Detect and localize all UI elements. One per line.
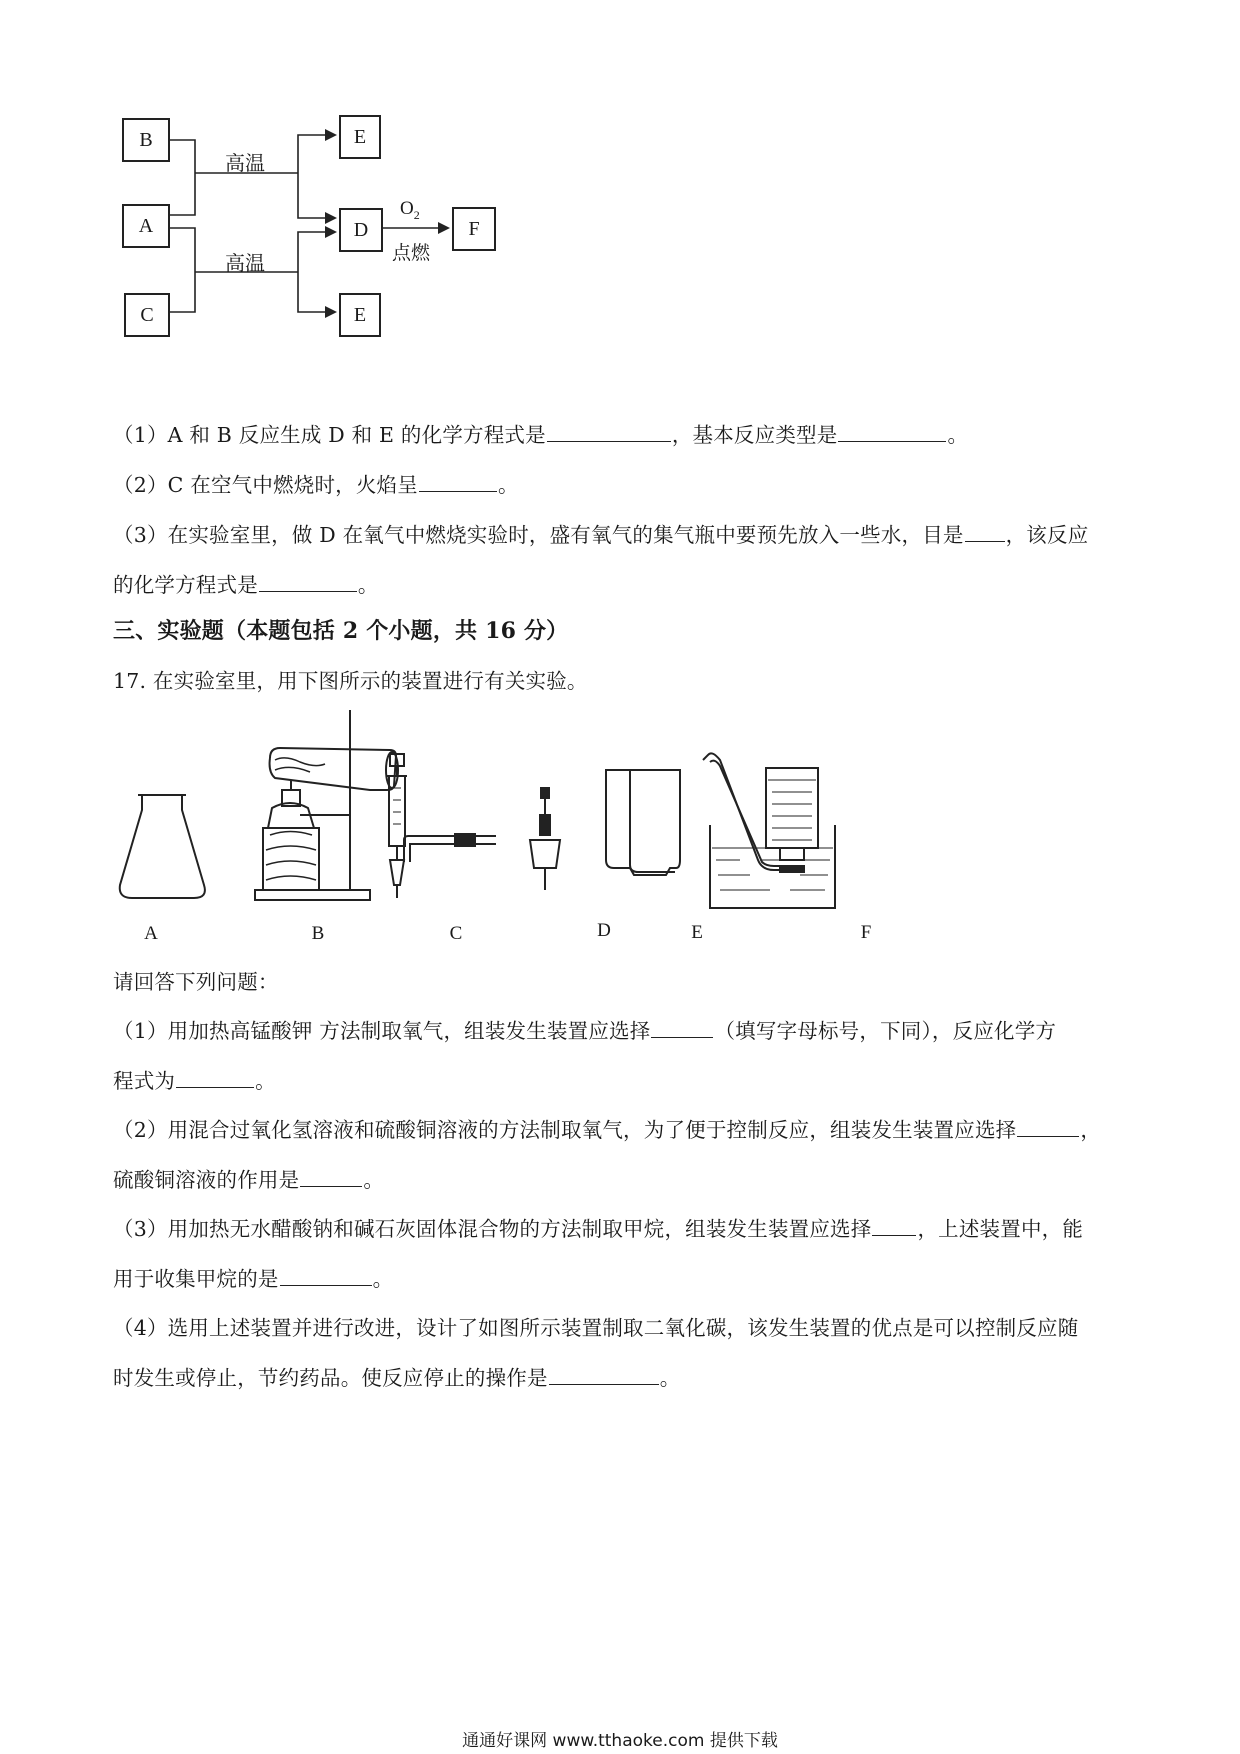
q16-part1-end: 。: [947, 423, 969, 447]
answer-blank[interactable]: [651, 1036, 713, 1038]
condition-o2: [400, 198, 420, 223]
apparatus-figure: [100, 700, 950, 940]
q16-part3-cont: [113, 568, 379, 598]
q17-part1-text: （1）用加热高锰酸钾 方法制取氧气，组装发生装置应选择: [113, 1019, 651, 1043]
o2-subscript: 2: [413, 207, 420, 222]
q16-part1-text: （1）A 和 B 反应生成 D 和 E 的化学方程式是: [113, 423, 546, 447]
q17-part4-end: 。: [659, 1366, 681, 1390]
box-a: A: [122, 204, 170, 248]
box-e-bottom: E: [339, 293, 381, 337]
q17-part2-end: 。: [363, 1168, 385, 1192]
q17-part1: [113, 1014, 1056, 1044]
answer-blank[interactable]: [280, 1284, 372, 1286]
apparatus-e-gas-bottle: [606, 770, 680, 875]
section-heading: 三、实验题（本题包括 2 个小题，共 16 分）: [113, 618, 569, 644]
q17-part3-text2: ，上述装置中，能: [917, 1217, 1084, 1241]
q16-part2-text: （2）C 在空气中燃烧时，火焰呈: [113, 473, 418, 497]
q17-part3-text: （3）用加热无水醋酸钠和碱石灰固体混合物的方法制取甲烷，组装发生装置应选择: [113, 1217, 872, 1241]
apparatus-c-syringe-setup: [387, 754, 496, 898]
answer-blank[interactable]: [872, 1234, 916, 1236]
q16-part3-text2: ，该反应: [1005, 523, 1089, 547]
apparatus-d-stopper: [530, 788, 560, 890]
answer-blank[interactable]: [838, 440, 946, 442]
split-top: [298, 135, 335, 218]
box-b: B: [122, 118, 170, 162]
answer-blank[interactable]: [547, 440, 671, 442]
o2-symbol: O: [400, 198, 414, 219]
q17-part2-text: （2）用混合过氧化氢溶液和硫酸铜溶液的方法制取氧气，为了便于控制反应，组装发生装置应选择: [113, 1118, 1017, 1142]
bracket-ac: [168, 228, 195, 312]
q17-stem: 17. 在实验室里，用下图所示的装置进行有关实验。: [113, 669, 588, 693]
q17-part1-end: 。: [255, 1069, 276, 1093]
apparatus-f-water-collection: [703, 753, 835, 908]
apparatus-label-d: D: [597, 920, 611, 941]
q16-part2-end: 。: [497, 473, 519, 497]
box-e-top: E: [339, 115, 381, 159]
apparatus-label-f: F: [860, 922, 872, 943]
condition-ignite: 点燃: [392, 242, 431, 264]
q16-part3-text3: 的化学方程式是: [113, 573, 258, 597]
q17-part3-cont: [113, 1262, 393, 1292]
q17-part4-text2: 时发生或停止，节约药品。使反应停止的操作是: [113, 1366, 548, 1390]
answer-blank[interactable]: [549, 1383, 659, 1385]
q17-part4-cont: [113, 1361, 680, 1391]
q16-part2: [113, 468, 519, 498]
q17-prompt: 请回答下列问题：: [113, 970, 279, 994]
answer-blank[interactable]: [1017, 1135, 1079, 1137]
answer-blank[interactable]: [965, 540, 1005, 542]
answer-blank[interactable]: [259, 590, 357, 592]
q16-part3-end: 。: [357, 573, 379, 597]
apparatus-label-a: A: [144, 923, 158, 944]
q16-part1-text2: ，基本反应类型是: [671, 423, 838, 447]
apparatus-b-heating-setup: [255, 710, 398, 900]
condition-high-temp-top: 高温: [225, 151, 265, 175]
q17-part2: [113, 1113, 1101, 1143]
q17-part3-end: 。: [372, 1267, 394, 1291]
q17-part1-text3: 程式为: [113, 1069, 176, 1093]
q16-part1: [113, 418, 968, 448]
q17-part1-cont: [113, 1064, 276, 1094]
answer-blank[interactable]: [419, 490, 497, 492]
box-f: F: [452, 207, 496, 251]
q17-part2-text2: ，: [1080, 1118, 1102, 1142]
box-d: D: [339, 208, 383, 252]
q17-part3: [113, 1212, 1083, 1242]
answer-blank[interactable]: [176, 1086, 254, 1088]
q17-part2-text3: 硫酸铜溶液的作用是: [113, 1168, 300, 1192]
apparatus-label-c: C: [449, 923, 463, 944]
answer-blank[interactable]: [300, 1185, 362, 1187]
q17-part1-text2: （填写字母标号，下同），反应化学方: [714, 1019, 1057, 1043]
apparatus-label-b: B: [311, 923, 325, 944]
box-c: C: [124, 293, 170, 337]
bracket-ba: [168, 140, 195, 215]
q16-part3-text: （3）在实验室里，做 D 在氧气中燃烧实验时，盛有氧气的集气瓶中要预先放入一些水，目是: [113, 523, 964, 547]
condition-high-temp-bottom: 高温: [225, 251, 265, 275]
q17-part3-text3: 用于收集甲烷的是: [113, 1267, 279, 1291]
apparatus-a-conical-flask: [120, 795, 205, 898]
page-footer: 通通好课网 www.tthaoke.com 提供下载: [462, 1731, 778, 1751]
q17-part2-cont: [113, 1163, 384, 1193]
split-bottom: [298, 232, 335, 312]
q17-part4: （4）选用上述装置并进行改进，设计了如图所示装置制取二氧化碳，该发生装置的优点是可以控制反应随: [113, 1316, 1079, 1340]
apparatus-label-e: E: [691, 922, 703, 943]
q16-part3: [113, 518, 1088, 548]
